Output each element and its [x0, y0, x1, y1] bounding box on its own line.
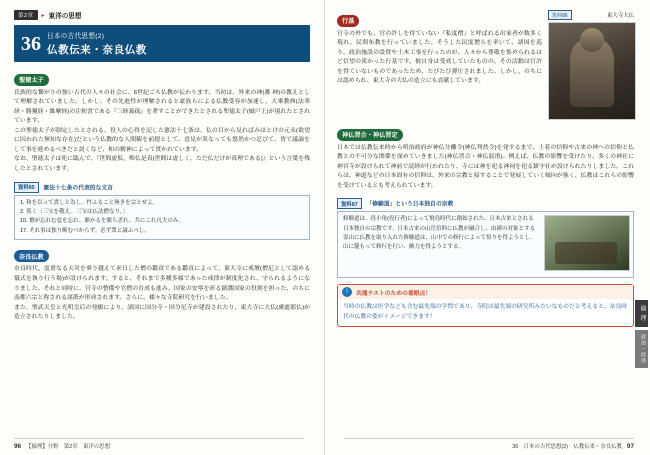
material-title-row	[14, 180, 310, 195]
page-number-left: 96	[14, 442, 22, 450]
exclamation-icon: !	[342, 287, 352, 297]
figure-image-mountain	[544, 215, 630, 271]
side-tab-politics-economics[interactable]: 政治・経済	[635, 330, 648, 368]
footer-right	[512, 442, 634, 450]
section-body-nara-2: また、聖武天皇と光明皇后の発願により、諸国に国分寺・国分尼寺が建設されたり、東大寺に大仏(盧遮那仏)が造立されたりしました。	[14, 304, 310, 321]
material-heading-87: 「修験道」という日本独自の宗教	[366, 201, 454, 208]
material-heading-85: 憲法十七条の代表的な文言	[43, 185, 113, 192]
lesson-number: 36	[21, 32, 41, 55]
section-body-gyoki: 官寺の外でも、官の許しを得ていない『私度僧』と呼ばれる出家者が数多く現れ、民間布教を行っていました。そうした民度僧らを率いて、諸国を巡り、政治施設の設置や土木工事を行ったのが、人々から尊敬を集められるはど信望の篤かった行基です。彼自身は受戒していたものの、その活動は官許を得ていないものであったため、たびたび弾圧されました。しかし、のちには認められ、東大寺の大仏の造立にも貢献しています。	[337, 30, 542, 85]
material-text-87: 修験道は、役小角(役行者)によって飛鳥時代に創始された、日本古来とされる日本独自の宗教です。日本古来の山岳信仰に仏教が融合し、由緒の対象とする霊山に仏教を取り入れた修験道は、山中での修行によって悟りを得ようとし、山に籠もって修行を行い、験力を得ようとする。	[343, 216, 536, 251]
section-shotoku	[14, 69, 310, 175]
section-heading-gyoki: 行基	[337, 15, 359, 27]
material-line: 10. 憾が忘れむ忿を忘れ、瞋かるを瞋らざれ。共にこれ凡夫のみ。	[20, 218, 185, 225]
figure-todaiji	[548, 10, 634, 120]
material-line: 1. 和を以って貴しと為し、忤ふること無きを宗とせよ。	[20, 199, 159, 206]
material-tag-87: 資料87	[337, 198, 362, 209]
lesson-title-band	[14, 25, 310, 62]
material-box-87	[337, 196, 634, 278]
figure-tag-86: 資料86	[548, 10, 572, 20]
section-body-shotoku-1: 氏族的な繋がりの強い古代の人々の社会に、6世紀ごろ仏教が伝わります。当初は、外来の神(蕃 神)の教えとして理解されていました。しかし、その先進性が理解されると豪族らによる仏教受容が加速し、大乗教典(法華経・勝鬘経・維摩経)の注釈書である『三経義疏』を著すことができたとされる聖徳太子(厩戸王)が現れたとされています。	[14, 89, 310, 125]
footer-text-left: 【倫理】分野 第2章 東洋の思想	[26, 444, 110, 450]
section-body-shinbutsu: 日本では仏教伝来時から明治政府が神仏分離令(神仏判然令)を発するまで、土着の信仰や古来の神への信仰と仏教との不可分な関係を深めていきました(神仏習合・神仏混淆)。例えば、仏教の影響を受けたり、多くの神社に神宮寺が設けられて神前で読経が行われたり、寺には神を祀る神祠を祀る鎮守社が設けられたりしました。これらは、神道などの日本固有の信仰は、外来の宗教と接することで発展していく傾向が強く、仏教はこれらの影響を受けているとも考えられています。	[337, 144, 634, 189]
figure-image-great-buddha	[548, 22, 636, 120]
exam-tip-title: 共通テストのための着眼点！	[356, 290, 432, 297]
exam-tip-header	[338, 285, 633, 299]
chapter-header	[14, 10, 310, 20]
footer-left	[14, 442, 110, 450]
exam-tip-text: 当時の仏教は医学なども含む最先端の学問であり、寺院は最先端の研究所みたいなものだと考えると、奈良時代の仏教の姿がイメージできます！	[343, 304, 628, 320]
page-title: 仏教伝来・奈良仏教	[47, 44, 147, 56]
right-page	[325, 0, 650, 455]
section-nara-buddhism	[14, 246, 310, 323]
material-line: 17. それ事は独り断むべからず。必ず衆と論ふべし。	[20, 227, 150, 234]
material-tag-85: 資料85	[14, 182, 39, 193]
side-tab-group	[635, 300, 648, 368]
chapter-badge: 第2章	[14, 10, 38, 20]
figure-shugendo	[544, 215, 628, 271]
material-body-87	[337, 211, 634, 278]
section-shinbutsu	[337, 124, 634, 191]
footer-text-right: 36 日本の古代思想(2) 仏教伝来・奈良仏教	[512, 444, 622, 450]
chapter-title: 東洋の思想	[48, 13, 82, 20]
chapter-separator-icon: ▸	[41, 12, 45, 19]
footer-rule-right	[344, 438, 634, 439]
material-box-85	[14, 180, 310, 240]
footer-rule-left	[14, 438, 304, 439]
material-line: 2. 篤く〔三宝を敬え。三宝は仏法僧なり。〕	[20, 208, 129, 215]
section-heading-shotoku: 聖徳太子	[14, 74, 49, 86]
material-title-row-87	[337, 196, 634, 211]
section-body-shotoku-2: この聖徳太子が制定したとされる、役人の心得を記した憲法十七条は、仏の目から見ればみほとけの元永(欲望に囚われた無知な存在)だという仏教的な人間観を前提として、意見が異なっても悠然かつ忍びて、皆で議論をして事を進めるべきだと説くなど、和の精神によって貫かれています。	[14, 127, 310, 153]
exam-tip-box	[337, 284, 634, 327]
section-body-nara-1: 奈良時代、度重なる天災を乗り越えて来日した僧の鑑真である鑑真によって、東大寺に戒壇(僧尼として認める儀式を執り行う場)が設けられます。すると、それまで多種多様であった戒律が制度化され、守られるようになりました。それと同時に、官寺の整備や官僧の育成も進み、国家の安寧を祈る鎮護国家の役割を担った、のちに南都六宗と称される諸派が形成されます。さらに、様々な寺院研究を行いました。	[14, 266, 310, 302]
lesson-subtitle: 日本の古代思想(2)	[47, 33, 105, 40]
material-body-85	[14, 195, 310, 240]
figure-caption-86: 東大寺大仏	[607, 13, 634, 19]
section-heading-nara: 奈良仏教	[14, 250, 49, 262]
section-heading-shinbutsu: 神仏習合・神仏習定	[337, 129, 403, 141]
side-tab-ethics[interactable]: 倫 理	[635, 300, 648, 327]
page-number-right: 97	[626, 442, 634, 450]
section-body-shotoku-3: なお、聖徳太子は死に臨んで、『世間虚仮、唯仏是真(世間は虚しく、ただ仏だけが真理である)』という言葉を残したとされています。	[14, 156, 310, 172]
